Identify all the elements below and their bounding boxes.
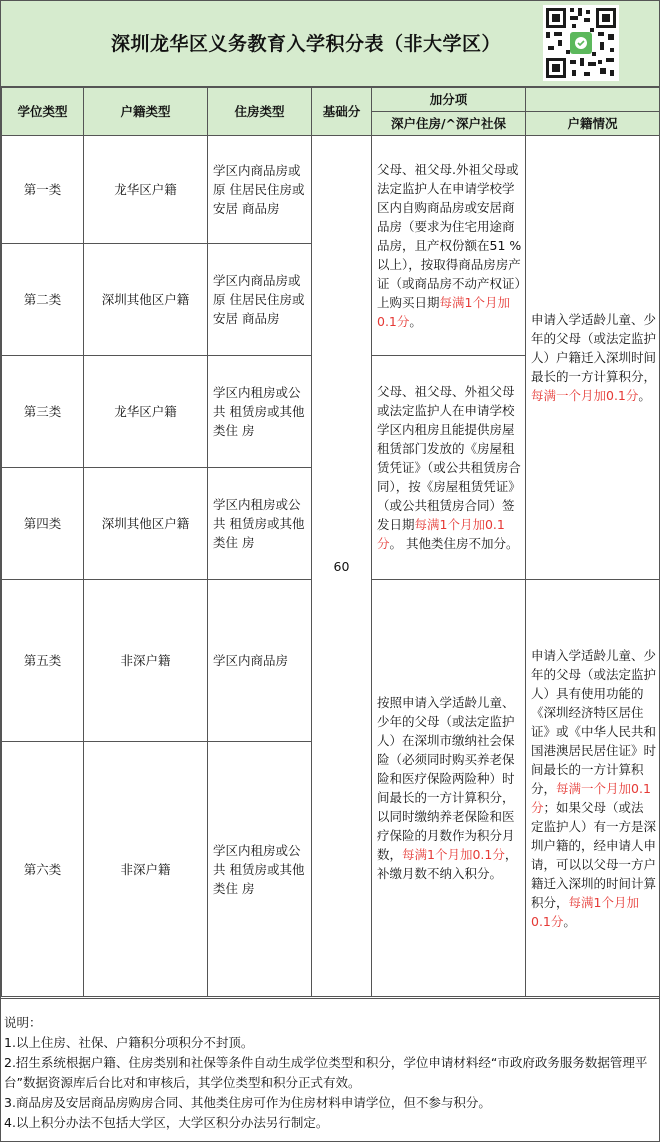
header-bonus-blank (526, 88, 660, 112)
header-bonus: 加分项 (372, 88, 526, 112)
row-hukou: 深圳其他区户籍 (84, 244, 208, 356)
bonus-social-insurance: 按照申请入学适龄儿童、少年的父母（或法定监护人）在深圳市缴纳社会保险（必须同时购买养老保险和医疗保险两险种）时间最长的一方计算积分，以同时缴纳养老保险和医疗保险的月数作为积分月数，每满1个月加0.1分，补缴月数不纳入积分。 (372, 580, 526, 997)
table-row (2, 136, 660, 244)
note-item: 3.商品房及安居商品房购房合同、其他类住房可作为住房材料申请学位，但不参与积分。 (4, 1095, 491, 1110)
row-housing: 学区内商品房 (208, 580, 312, 742)
row-hukou: 龙华区户籍 (84, 136, 208, 244)
row-housing: 学区内商品房或原 住居民住房或安居 商品房 (208, 136, 312, 244)
title-bar (1, 1, 659, 87)
base-score-value: 60 (312, 136, 372, 997)
page-title: 深圳龙华区义务教育入学积分表（非大学区） (110, 33, 501, 55)
header-bonus-housing: 深户住房/^深户社保 (372, 112, 526, 136)
row-type: 第六类 (2, 742, 84, 997)
row-housing: 学区内租房或公共 租赁房或其他类住 房 (208, 356, 312, 468)
row-housing: 学区内商品房或原 住居民住房或安居 商品房 (208, 244, 312, 356)
notes-heading: 说明： (4, 1015, 42, 1030)
notes-section (1, 998, 659, 1141)
bonus-own-housing: 父母、祖父母.外祖父母或法定监护人在申请学校学区内自购商品房或安居商品房（要求为住宅用途商品房，且产权份额在51 %以上），按取得商品房房产证（或商品房不动产权证）上购买日期每满1个月加0.1分。 (372, 136, 526, 356)
header-bonus-hukou: 户籍情况 (526, 112, 660, 136)
header-base-score: 基础分 (312, 88, 372, 136)
row-type: 第五类 (2, 580, 84, 742)
row-hukou: 非深户籍 (84, 742, 208, 997)
qr-code-icon (543, 5, 619, 81)
row-housing: 学区内租房或公共 租赁房或其他类住 房 (208, 468, 312, 580)
row-hukou: 深圳其他区户籍 (84, 468, 208, 580)
bonus-hukou-nonlocal: 申请入学适龄儿童、少年的父母（或法定监护人）具有使用功能的《深圳经济特区居住证》或《中华人民共和国港澳居民居住证》时间最长的一方计算积分，每满一个月加0.1分；如果父母（或法定监护人）有一方是深圳户籍的，经申请人申请，可以以父母一方户籍迁入深圳的时间计算积分，每满1个月加0.1分。 (526, 580, 660, 997)
row-type: 第二类 (2, 244, 84, 356)
bonus-hukou-local: 申请入学适龄儿童、少年的父母（或法定监护人）户籍迁入深圳时间最长的一方计算积分，每满一个月加0.1分。 (526, 136, 660, 580)
row-hukou: 非深户籍 (84, 580, 208, 742)
header-hukou-type: 户籍类型 (84, 88, 208, 136)
score-table (1, 87, 660, 997)
header-housing-type: 住房类型 (208, 88, 312, 136)
row-housing: 学区内租房或公共 租赁房或其他类住 房 (208, 742, 312, 997)
row-type: 第三类 (2, 356, 84, 468)
note-item: 2.招生系统根据户籍、住房类别和社保等条件自动生成学位类型和积分，学位申请材料经“市政府政务服务数据管理平台”数据资源库后台比对和审核后，其学位类型和积分正式有效。 (4, 1055, 648, 1090)
row-type: 第一类 (2, 136, 84, 244)
row-hukou: 龙华区户籍 (84, 356, 208, 468)
header-school-type: 学位类型 (2, 88, 84, 136)
note-item: 1.以上住房、社保、户籍积分项积分不封顶。 (4, 1035, 254, 1050)
row-type: 第四类 (2, 468, 84, 580)
bonus-rent-housing: 父母、祖父母、外祖父母或法定监护人在申请学校学区内租房且能提供房屋租赁部门发放的《房屋租赁凭证》（或公共租赁房合同），按《房屋租赁凭证》（或公共租赁房合同）签发日期每满1个月加0.1分。 其他类住房不加分。 (372, 356, 526, 580)
note-item: 4.以上积分办法不包括大学区，大学区积分办法另行制定。 (4, 1115, 329, 1130)
